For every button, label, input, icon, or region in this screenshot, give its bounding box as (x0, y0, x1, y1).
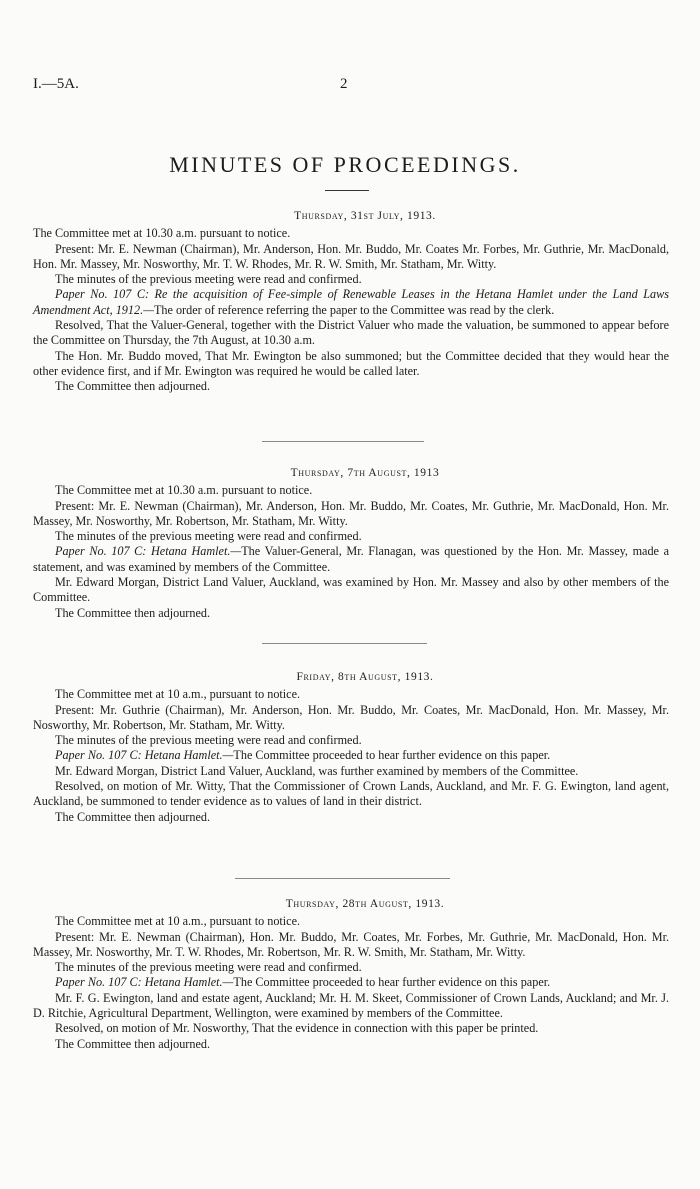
minute-paragraph: Paper No. 107 C: Re the acquisition of Fee-simple of Renewable Leases in the Hetana Hamlet under the Land Laws Amendment Act, 1912.—The order of reference referring the paper to the Committee was read by the clerk. (33, 287, 669, 317)
minute-paragraph: Present: Mr. Guthrie (Chairman), Mr. Anderson, Hon. Mr. Buddo, Mr. Coates, Mr. MacDonald, Hon. Mr. Massey, Mr. Nosworthy, Mr. Robertson, Mr. Statham, Mr. Witty. (33, 702, 669, 732)
minute-paragraph: The minutes of the previous meeting were read and confirmed. (55, 733, 362, 748)
meeting-section (33, 466, 669, 621)
minute-paragraph: Mr. Edward Morgan, District Land Valuer, Auckland, was examined by Hon. Mr. Massey and also by other members of the Committee. (33, 575, 669, 605)
minute-paragraph: Present: Mr. E. Newman (Chairman), Mr. Anderson, Hon. Mr. Buddo, Mr. Coates Mr. Forbes, Mr. Guthrie, Mr. MacDonald, Hon. Mr. Massey, Mr. Nosworthy, Mr. T. W. Rhodes, Mr. R. W. Smith, Mr. Statham, Mr. Witty. (33, 241, 669, 271)
page-number: 2 (340, 76, 348, 92)
minute-paragraph: Resolved, on motion of Mr. Witty, That the Commissioner of Crown Lands, Auckland, and Mr. F. G. Ewington, land agent, Auckland, be summoned to tender evidence as to values of land in their district. (33, 779, 669, 809)
minute-paragraph: The Committee then adjourned. (55, 1036, 211, 1051)
section-divider (235, 878, 450, 879)
page-title: MINUTES OF PROCEEDINGS. (169, 152, 521, 177)
minute-paragraph: Paper No. 107 C: Hetana Hamlet.—The Committee proceeded to hear further evidence on this paper. (55, 975, 551, 990)
minute-paragraph: Paper No. 107 C: Hetana Hamlet.—The Valuer-General, Mr. Flanagan, was questioned by the Hon. Mr. Massey, made a statement, and was examined by members of the Committee. (33, 544, 669, 574)
title-rule (325, 190, 369, 191)
minute-paragraph: The Committee then adjourned. (55, 379, 211, 394)
meeting-date: Thursday, 28th August, 1913. (285, 898, 445, 910)
minute-paragraph: Paper No. 107 C: Hetana Hamlet.—The Committee proceeded to hear further evidence on this paper. (55, 748, 551, 763)
meeting-date: Thursday, 31st July, 1913. (294, 210, 436, 222)
minute-paragraph: Mr. Edward Morgan, District Land Valuer, Auckland, was further examined by members of the Committee. (55, 763, 579, 778)
section-divider (262, 441, 424, 442)
minute-paragraph: Resolved, That the Valuer-General, together with the District Valuer who made the valuation, be summoned to appear before the Committee on Thursday, the 7th August, at 10.30 a.m. (33, 318, 669, 348)
document-reference: I.—5A. (33, 76, 79, 92)
minute-paragraph: The Hon. Mr. Buddo moved, That Mr. Ewington be also summoned; but the Committee decided that they would hear the other evidence first, and if Mr. Ewington was required he would be called later. (33, 348, 669, 378)
minute-paragraph: Present: Mr. E. Newman (Chairman), Mr. Anderson, Hon. Mr. Buddo, Mr. Coates, Mr. Guthrie, Mr. MacDonald, Hon. Mr. Massey, Mr. Nosworthy, Mr. Robertson, Mr. Statham, Mr. Witty. (33, 498, 669, 528)
minute-paragraph: Mr. F. G. Ewington, land and estate agent, Auckland; Mr. H. M. Skeet, Commissioner of Crown Lands, Auckland; and Mr. J. D. Ritchie, Agricultural Department, Wellington, were examined by members of the Committee. (33, 990, 669, 1021)
meeting-section (33, 209, 669, 395)
minute-paragraph: The Committee then adjourned. (55, 809, 211, 824)
minute-paragraph: The minutes of the previous meeting were read and confirmed. (55, 272, 362, 287)
minute-paragraph: Resolved, on motion of Mr. Nosworthy, That the evidence in connection with this paper be printed. (55, 1021, 539, 1036)
minute-paragraph: The Committee met at 10 a.m., pursuant to notice. (55, 914, 301, 929)
minute-paragraph: The minutes of the previous meeting were read and confirmed. (55, 960, 362, 975)
minute-paragraph: The Committee then adjourned. (55, 605, 211, 620)
section-divider (262, 643, 427, 644)
minute-paragraph: Present: Mr. E. Newman (Chairman), Hon. Mr. Buddo, Mr. Coates, Mr. Forbes, Mr. Guthrie, Mr. MacDonald, Hon. Mr. Massey, Mr. Nosworthy, Mr. T. W. Rhodes, Mr. Robertson, Mr. R. W. Smith, Mr. Statham, Mr. Witty. (33, 929, 669, 959)
meeting-section (33, 897, 669, 1052)
minute-paragraph: The Committee met at 10.30 a.m. pursuant to notice. (55, 483, 313, 498)
minute-paragraph: The Committee met at 10.30 a.m. pursuant to notice. (33, 226, 291, 241)
meeting-date: Friday, 8th August, 1913. (296, 671, 434, 683)
minute-paragraph: The minutes of the previous meeting were read and confirmed. (55, 529, 362, 544)
meeting-date: Thursday, 7th August, 1913 (290, 467, 440, 479)
meeting-section (33, 670, 669, 825)
minute-paragraph: The Committee met at 10 a.m., pursuant to notice. (55, 687, 301, 702)
